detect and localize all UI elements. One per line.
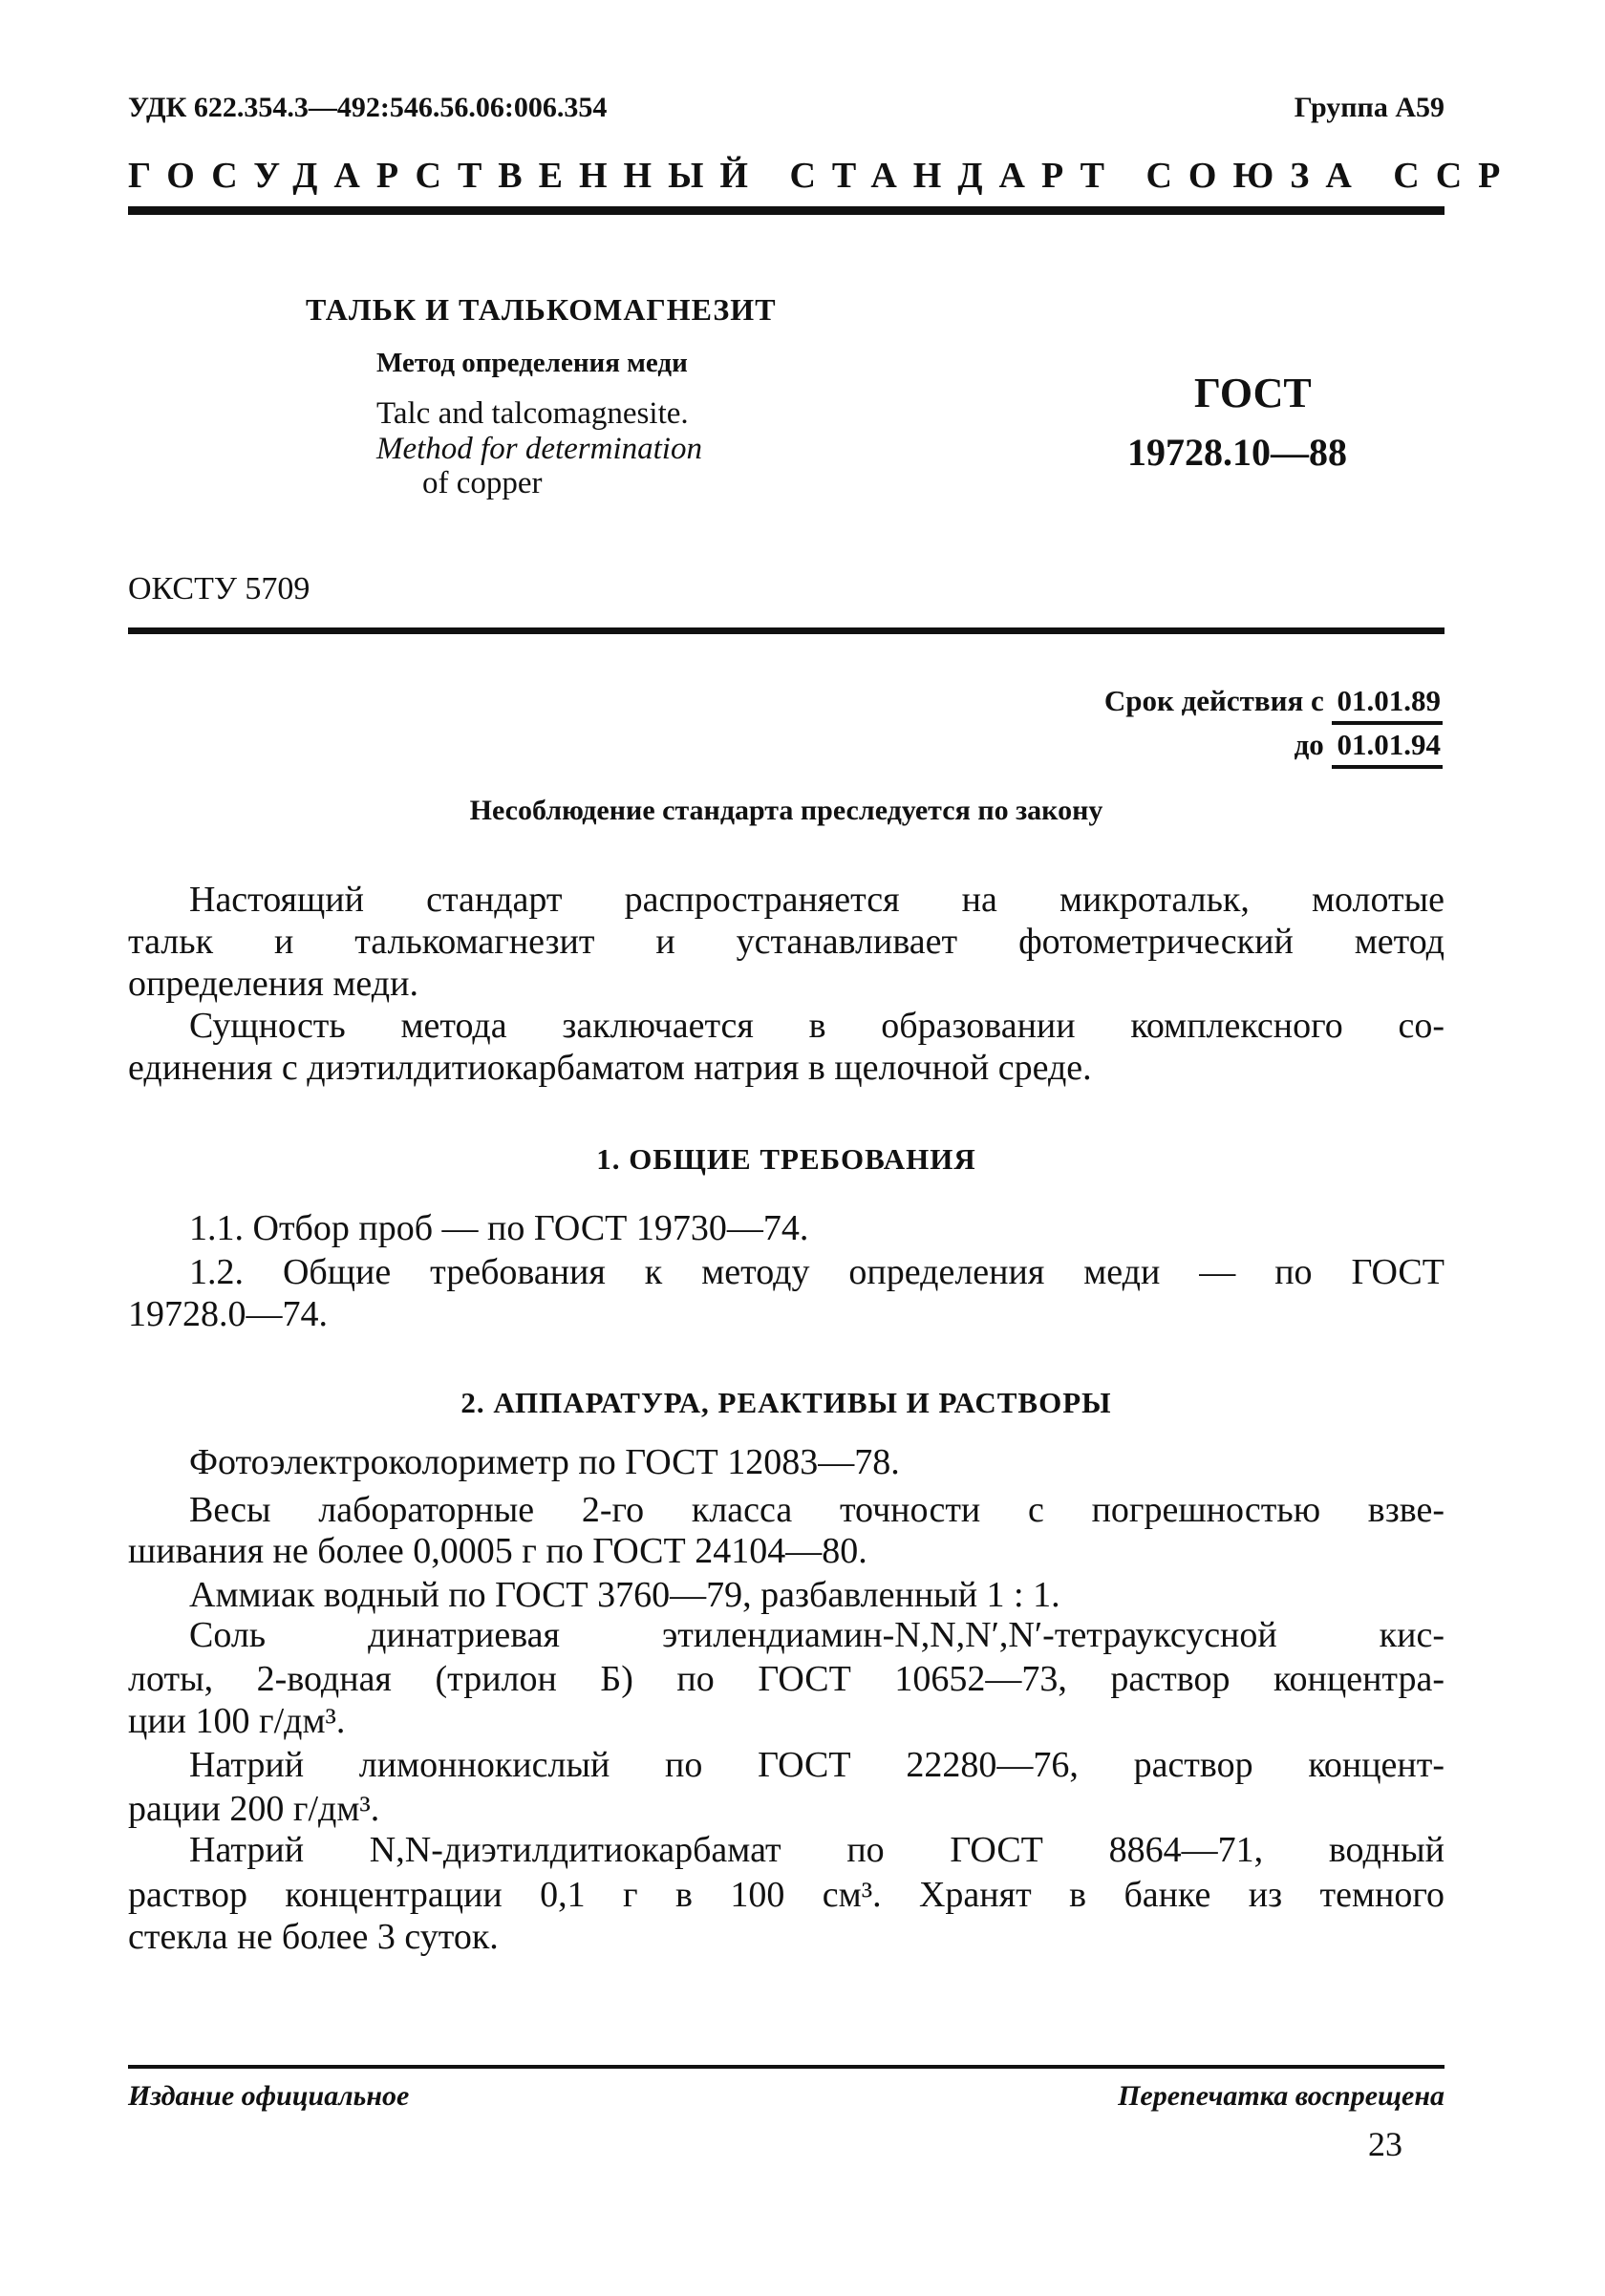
reprint-prohibited-note: Перепечатка воспрещена	[1118, 2080, 1444, 2112]
text-line: Настоящий стандарт распространяется на микротальк, молотые	[189, 880, 1444, 920]
text-line: единения с диэтилдитиокарбаматом натрия в щелочной среде.	[128, 1048, 1092, 1088]
text-line: 1.1. Отбор проб — по ГОСТ 19730—74.	[189, 1208, 809, 1248]
english-title-line: Method for determination	[376, 432, 702, 466]
text-line: рации 200 г/дм³.	[128, 1789, 380, 1829]
validity-from	[1104, 684, 1443, 718]
text-line: определения меди.	[128, 964, 418, 1004]
text-line: стекла не более 3 суток.	[128, 1917, 499, 1957]
title-rule	[128, 627, 1444, 634]
footer-rule	[128, 2065, 1444, 2069]
text-line: Соль динатриевая этилендиамин-N,N,N′,N′-тетрауксусной кис-	[189, 1615, 1444, 1655]
document-subtitle: Метод определения меди	[376, 348, 688, 378]
official-edition-note: Издание официальное	[128, 2080, 410, 2112]
text-line: раствор концентрации 0,1 г в 100 см³. Хранят в банке из темного	[128, 1875, 1444, 1915]
text-line: лоты, 2-водная (трилон Б) по ГОСТ 10652—73, раствор концентра-	[128, 1659, 1444, 1699]
english-title-line: Talc and talcomagnesite.	[376, 396, 689, 431]
text-line: Весы лабораторные 2-го класса точности с погрешностью взве-	[189, 1490, 1444, 1530]
document-title: ТАЛЬК И ТАЛЬКОМАГНЕЗИТ	[306, 292, 777, 327]
validity-from-label: Срок действия с	[1103, 684, 1324, 717]
text-line: ции 100 г/дм³.	[128, 1701, 346, 1741]
group-code: Группа А59	[1294, 92, 1444, 123]
text-line: шивания не более 0,0005 г по ГОСТ 24104—80.	[128, 1531, 867, 1571]
text-line: тальк и талькомагнезит и устанавливает фотометрический метод	[128, 922, 1444, 962]
validity-to-date: 01.01.94	[1332, 728, 1444, 769]
validity-to	[1295, 728, 1443, 762]
text-line: Сущность метода заключается в образовании комплексного со-	[189, 1006, 1444, 1046]
gost-label: ГОСТ	[1194, 370, 1312, 416]
udk-code: УДК 622.354.3—492:546.56.06:006.354	[128, 92, 608, 123]
gost-number: 19728.10—88	[1127, 431, 1347, 474]
law-notice: Несоблюдение стандарта преследуется по закону	[469, 795, 1103, 826]
state-standard-banner: ГОСУДАРСТВЕННЫЙ СТАНДАРТ СОЮЗА ССР	[128, 156, 1517, 196]
text-line: Натрий лимоннокислый по ГОСТ 22280—76, раствор концент-	[189, 1745, 1444, 1785]
header-rule	[128, 206, 1444, 215]
section-heading: 1. ОБЩИЕ ТРЕБОВАНИЯ	[596, 1142, 976, 1176]
text-line: Натрий N,N-диэтилдитиокарбамат по ГОСТ 8864—71, водный	[189, 1830, 1444, 1870]
english-title-line: of copper	[422, 466, 543, 500]
page-number: 23	[1368, 2125, 1402, 2163]
text-line: 19728.0—74.	[128, 1294, 328, 1334]
text-line: Фотоэлектроколориметр по ГОСТ 12083—78.	[189, 1442, 900, 1482]
okstu-code: ОКСТУ 5709	[128, 571, 310, 606]
validity-from-date: 01.01.89	[1332, 684, 1444, 725]
section-heading: 2. АППАРАТУРА, РЕАКТИВЫ И РАСТВОРЫ	[460, 1386, 1112, 1419]
text-line: Аммиак водный по ГОСТ 3760—79, разбавленный 1 : 1.	[189, 1575, 1060, 1615]
text-line: 1.2. Общие требования к методу определения меди — по ГОСТ	[189, 1252, 1444, 1292]
validity-to-label: до	[1294, 728, 1324, 761]
